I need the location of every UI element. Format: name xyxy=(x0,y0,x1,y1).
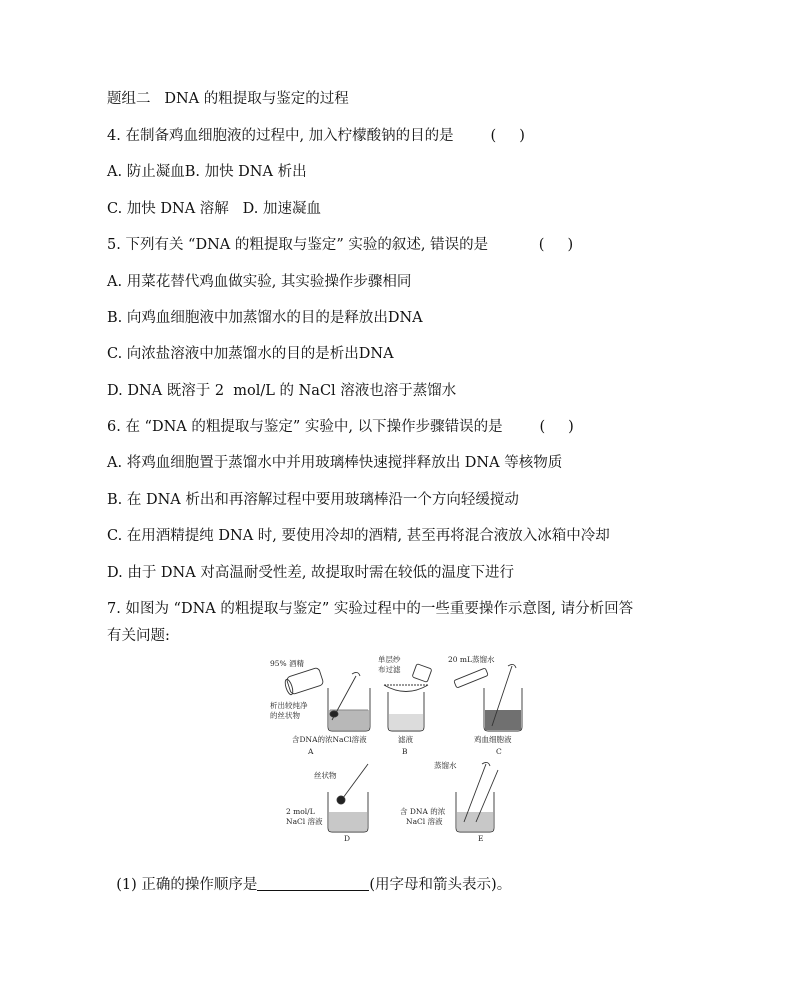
figure-c-letter: C xyxy=(496,747,502,756)
question-6-option-a: A. 将鸡血细胞置于蒸馏水中并用玻璃棒快速搅拌释放出 DNA 等核物质 xyxy=(107,455,563,471)
answer-blank[interactable] xyxy=(257,876,369,891)
question-6-option-d: D. 由于 DNA 对高温耐受性差, 故提取时需在较低的温度下进行 xyxy=(107,565,515,581)
question-5-stem: 5. 下列有关 “DNA 的粗提取与鉴定” 实验的叙述, 错误的是 ( ) xyxy=(107,237,574,253)
bottle-icon xyxy=(284,667,324,695)
figure-a-label-precipitate-1: 析出较纯净 xyxy=(270,701,308,710)
beaker-c-icon xyxy=(454,664,522,731)
question-6-option-b: B. 在 DNA 析出和再溶解过程中要用玻璃棒沿一个方向轻缓搅动 xyxy=(107,492,519,508)
question-5-option-d: D. DNA 既溶于 2 mol/L 的 NaCl 溶液也溶于蒸馏水 xyxy=(107,383,457,399)
question-5-option-a: A. 用菜花替代鸡血做实验, 其实验操作步骤相同 xyxy=(107,274,412,290)
subquestion-1-prefix: (1) 正确的操作顺序是 xyxy=(116,877,258,893)
figure-c-label-water: 20 mL蒸馏水 xyxy=(448,655,495,664)
question-6-stem: 6. 在 “DNA 的粗提取与鉴定” 实验中, 以下操作步骤错误的是 ( ) xyxy=(107,419,574,435)
figure-c-bottom-label: 鸡血细胞液 xyxy=(474,735,512,744)
question-5-option-c: C. 向浓盐溶液中加蒸馏水的目的是析出DNA xyxy=(107,346,394,362)
section-title: 题组二 DNA 的粗提取与鉴定的过程 xyxy=(107,91,349,107)
figure-a-letter: A xyxy=(308,747,314,756)
question-4-options-cd: C. 加快 DNA 溶解 D. 加速凝血 xyxy=(107,201,321,217)
question-6-option-c: C. 在用酒精提纯 DNA 时, 要使用冷却的酒精, 甚至再将混合液放入冰箱中冷却 xyxy=(107,528,610,544)
figure-b-label-gauze-2: 布过滤 xyxy=(378,665,401,674)
question-4-options-ab: A. 防止凝血B. 加快 DNA 析出 xyxy=(107,164,307,180)
experiment-figure xyxy=(268,652,536,842)
figure-e-label-dna: 含 DNA 的浓 xyxy=(400,807,446,816)
figure-a-label-alcohol: 95% 酒精 xyxy=(270,659,305,668)
question-5-option-b: B. 向鸡血细胞液中加蒸馏水的目的是释放出DNA xyxy=(107,310,423,326)
figure-d-label-strands: 丝状物 xyxy=(314,771,337,780)
question-7-stem-line2: 有关问题: xyxy=(107,628,170,644)
figure-b-letter: B xyxy=(402,747,408,756)
question-7-stem-line1: 7. 如图为 “DNA 的粗提取与鉴定” 实验过程中的一些重要操作示意图, 请分析回答 xyxy=(107,601,634,617)
figure-b-bottom-label: 滤液 xyxy=(398,735,413,744)
question-4-stem: 4. 在制备鸡血细胞液的过程中, 加入柠檬酸钠的目的是 ( ) xyxy=(107,128,525,144)
figure-a-bottom-label: 含DNA的浓NaCl溶液 xyxy=(292,735,367,744)
figure-d-letter: D xyxy=(344,834,351,842)
figure-b-label-gauze-1: 单层纱 xyxy=(378,655,401,664)
figure-e-label-water: 蒸馏水 xyxy=(434,761,457,770)
figure-a-label-precipitate-2: 的丝状物 xyxy=(270,711,300,720)
figure-e-letter: E xyxy=(478,834,484,842)
beaker-e-icon xyxy=(456,762,498,832)
figure-d-label-nacl: NaCl 溶液 xyxy=(286,817,323,826)
beaker-a-icon xyxy=(328,672,370,731)
figure-e-label-nacl: NaCl 溶液 xyxy=(406,817,443,826)
figure-d-label-conc: 2 mol/L xyxy=(286,807,315,816)
question-7-subquestion-1 xyxy=(107,855,511,895)
subquestion-1-suffix: (用字母和箭头表示)。 xyxy=(369,877,512,893)
